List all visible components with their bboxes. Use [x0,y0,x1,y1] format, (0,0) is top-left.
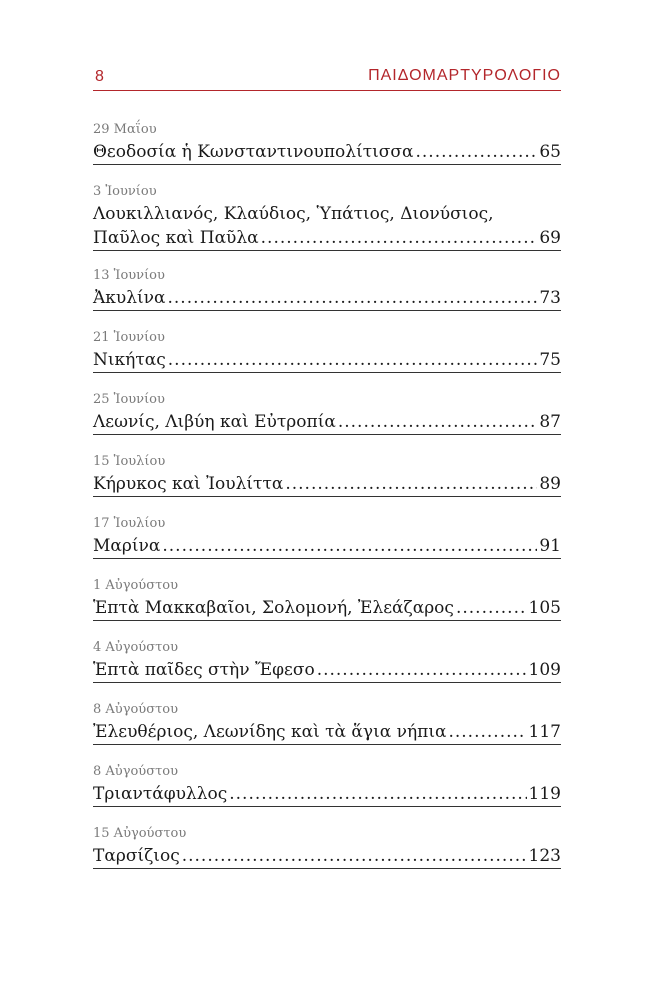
entry-line[interactable] [93,472,561,497]
entry-title: Νικήτας [93,350,166,370]
entry-title: Ταρσίζιος [93,846,180,866]
entry-page: 65 [539,142,561,162]
dot-leader [229,782,526,806]
entry-line[interactable] [93,226,561,251]
entry-line[interactable] [93,596,561,621]
entry-line[interactable] [93,348,561,373]
entry-line[interactable] [93,410,561,435]
entry-title: Ἐλευθέριος, Λεωνίδης καὶ τὰ ἅγια νήπια [93,722,447,742]
entry-page: 89 [539,474,561,494]
dot-leader [456,596,527,620]
entry-page: 105 [528,598,561,618]
dot-leader [168,348,538,372]
toc-entry [93,762,561,824]
entry-page: 117 [528,722,561,742]
entry-line[interactable] [93,658,561,683]
toc-entry [93,182,561,266]
entry-line[interactable] [93,534,561,559]
entry-date: 4 Αὐγούστου [93,640,178,655]
dot-leader [162,534,537,558]
toc-entry [93,700,561,762]
entry-title: Λεωνίς, Λιβύη καὶ Εὐτροπία [93,412,336,432]
book-title: ΠΑΙΔΟΜΑΡΤΥΡΟΛΟΓΙΟ [368,67,561,84]
table-of-contents [93,120,561,886]
entry-page: 119 [528,784,561,804]
entry-page: 87 [539,412,561,432]
entry-line[interactable] [93,720,561,745]
entry-date: 15 Αὐγούστου [93,826,187,841]
entry-title: Ἀκυλίνα [93,288,166,308]
entry-title: Παῦλος καὶ Παῦλα [93,228,259,248]
toc-entry [93,638,561,700]
toc-entry [93,824,561,886]
page-header [93,64,561,91]
dot-leader [285,472,537,496]
dot-leader [338,410,538,434]
page-number: 8 [95,68,104,85]
entry-line[interactable] [93,286,561,311]
toc-entry [93,514,561,576]
entry-page: 123 [528,846,561,866]
entry-date: 8 Αὐγούστου [93,702,178,717]
entry-date: 8 Αὐγούστου [93,764,178,779]
entry-page: 91 [539,536,561,556]
entry-date: 15 Ἰουλίου [93,454,166,469]
entry-title: Θεοδοσία ἡ Κωνσταντινουπολίτισσα [93,142,414,162]
entry-title: Μαρίνα [93,536,161,556]
toc-entry [93,452,561,514]
dot-leader [182,844,527,868]
entry-title: Ἑπτὰ Μακκαβαῖοι, Σολομονή, Ἐλεάζαρος [93,598,454,618]
dot-leader [317,658,527,682]
dot-leader [261,226,538,250]
entry-date: 29 Μαΐου [93,122,157,137]
entry-line[interactable] [93,140,561,165]
entry-page: 73 [539,288,561,308]
entry-title-line1: Λουκιλλιανός, Κλαύδιος, Ὑπάτιος, Διονύσιος, [93,204,494,224]
entry-page: 109 [528,660,561,680]
entry-line[interactable] [93,782,561,807]
dot-leader [448,720,526,744]
entry-date: 25 Ἰουνίου [93,392,165,407]
entry-line[interactable] [93,844,561,869]
toc-entry [93,266,561,328]
toc-entry [93,120,561,182]
entry-title: Ἑπτὰ παῖδες στὴν Ἔφεσο [93,660,315,680]
entry-date: 17 Ἰουλίου [93,516,166,531]
toc-entry [93,390,561,452]
toc-entry [93,576,561,638]
entry-title: Κήρυκος καὶ Ἰουλίττα [93,474,284,494]
entry-page: 75 [539,350,561,370]
entry-date: 3 Ἰουνίου [93,184,157,199]
entry-title: Τριαντάφυλλος [93,784,228,804]
dot-leader [416,140,538,164]
dot-leader [168,286,538,310]
toc-entry [93,328,561,390]
entry-date: 21 Ἰουνίου [93,330,165,345]
entry-page: 69 [539,228,561,248]
entry-date: 1 Αὐγούστου [93,578,178,593]
entry-date: 13 Ἰουνίου [93,268,165,283]
